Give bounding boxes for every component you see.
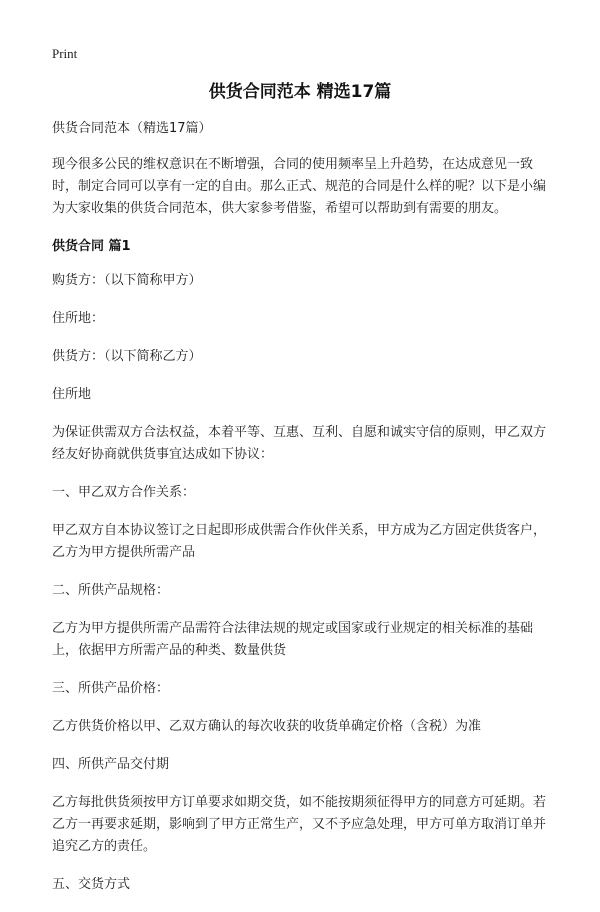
supplier-address-line: 住所地 [52,387,92,402]
clause-4-title: 四、所供产品交付期 [52,757,170,772]
preamble-paragraph: 为保证供需双方合法权益，本着平等、互惠、互利、自愿和诚实守信的原则，甲乙双方经友好协商就供货事宜达成如下协议： [52,425,547,462]
buyer-address-line: 住所地： [52,311,105,326]
document-body [52,118,552,912]
clause-3-body: 乙方供货价格以甲、乙双方确认的每次收获的收货单确定价格（含税）为准 [52,719,482,734]
print-link[interactable]: Print [52,46,78,61]
clause-2-body: 乙方为甲方提供所需产品需符合法律法规的规定或国家或行业规定的相关标准的基础上，依据甲方所需产品的种类、数量供货 [52,621,534,658]
clause-3-title: 三、所供产品价格： [52,681,170,696]
clause-4-body: 乙方每批供货须按甲方订单要求如期交货，如不能按期须征得甲方的同意方可延期。若乙方一再要求延期，影响到了甲方正常生产，又不予应急处理，甲方可单方取消订单并追究乙方的责任。 [52,795,547,854]
clause-5-title: 五、交货方式 [52,877,131,892]
subtitle: 供货合同范本（精选17篇） [52,121,212,136]
intro-paragraph: 现今很多公民的维权意识在不断增强，合同的使用频率呈上升趋势，在达成意见一致时，制定合同可以享有一定的自由。那么正式、规范的合同是什么样的呢？以下是小编为大家收集的供货合同范本，供大家参考借鉴，希望可以帮助到有需要的朋友。 [52,157,547,216]
supplier-line: 供货方：（以下简称乙方） [52,349,202,364]
clause-2-title: 二、所供产品规格： [52,583,170,598]
buyer-line: 购货方：（以下简称甲方） [52,273,202,288]
clause-1-body: 甲乙双方自本协议签订之日起即形成供需合作伙伴关系，甲方成为乙方固定供货客户，乙方为甲方提供所需产品 [52,523,547,560]
section-heading: 供货合同 篇1 [52,239,131,254]
page-title: 供货合同范本 精选17篇 [208,82,392,102]
clause-1-title: 一、甲乙双方合作关系： [52,485,196,500]
